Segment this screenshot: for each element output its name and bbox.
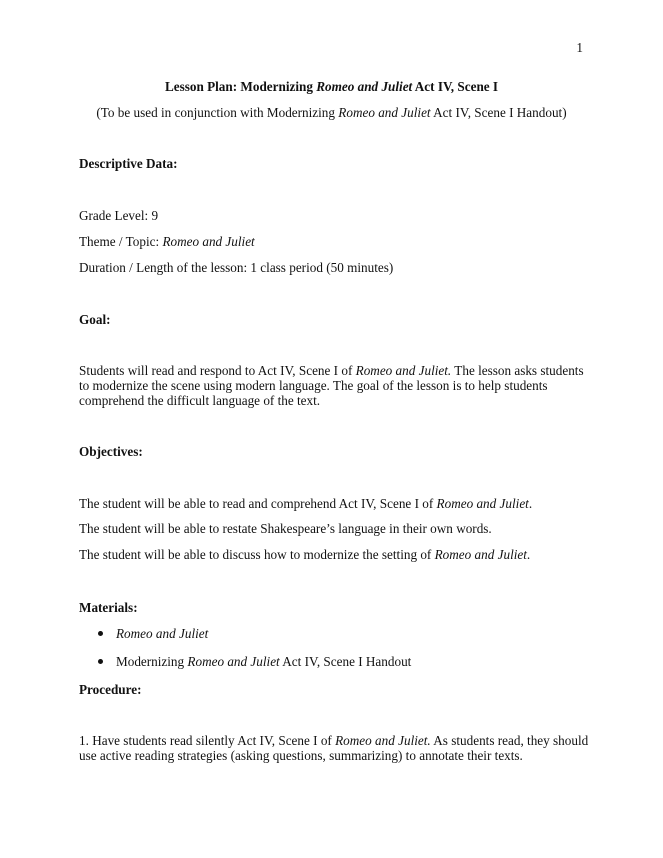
objective-3 [79, 547, 530, 562]
procedure-step-1 [79, 733, 589, 763]
procedure-heading: Procedure: [79, 682, 142, 697]
objective-3-prefix: The student will be able to discuss how to modernize the setting of [79, 547, 435, 562]
document-subtitle [0, 105, 663, 120]
theme-label: Theme / Topic: [79, 234, 163, 249]
document-title [0, 79, 663, 94]
procedure-step-1-prefix: 1. Have students read silently Act IV, Scene I of [79, 733, 336, 748]
procedure-step-1-italic: Romeo and Juliet. [335, 733, 431, 748]
materials-item-2-suffix: Act IV, Scene I Handout [279, 654, 412, 669]
goal-text [79, 363, 589, 408]
objective-2: The student will be able to restate Shakespeare’s language in their own words. [79, 521, 492, 536]
goal-text-prefix: Students will read and respond to Act IV, Scene I of [79, 363, 356, 378]
objectives-heading: Objectives: [79, 444, 143, 459]
bullet-icon [98, 631, 103, 636]
materials-item-2-prefix: Modernizing [116, 654, 188, 669]
materials-item-2-italic: Romeo and Juliet [187, 654, 280, 669]
objective-3-suffix: . [526, 547, 531, 562]
goal-text-italic: Romeo and Juliet. [355, 363, 452, 378]
materials-item-2 [98, 654, 411, 669]
theme-value: Romeo and Juliet [162, 234, 255, 249]
subtitle-prefix: (To be used in conjunction with Modernizing [96, 105, 339, 120]
title-suffix: Act IV, Scene I [412, 79, 499, 94]
materials-item-1-italic: Romeo and Juliet [116, 626, 209, 641]
materials-heading: Materials: [79, 600, 138, 615]
objective-1-prefix: The student will be able to read and comprehend Act IV, Scene I of [79, 496, 437, 511]
objective-1-italic: Romeo and Juliet [436, 496, 529, 511]
goal-text-suffix: The lesson asks students to modernize the scene using modern language. The goal of the lesson is to help students comprehend the difficult language of the text. [79, 363, 584, 408]
materials-item-1 [98, 626, 208, 641]
objective-1-suffix: . [528, 496, 533, 511]
page-number: 1 [576, 40, 583, 55]
procedure-step-1-suffix: As students read, they should use active reading strategies (asking questions, summarizing) to annotate their texts. [79, 733, 589, 763]
title-prefix: Lesson Plan: Modernizing [164, 79, 317, 94]
duration: Duration / Length of the lesson: 1 class period (50 minutes) [79, 260, 394, 275]
subtitle-italic: Romeo and Juliet [338, 105, 431, 120]
objective-3-italic: Romeo and Juliet [434, 547, 527, 562]
subtitle-suffix: Act IV, Scene I Handout) [430, 105, 567, 120]
descriptive-data-heading: Descriptive Data: [79, 156, 178, 171]
bullet-icon [98, 659, 103, 664]
goal-heading: Goal: [79, 312, 111, 327]
theme-topic [79, 234, 255, 249]
title-italic: Romeo and Juliet [316, 79, 413, 94]
objective-1 [79, 496, 532, 511]
grade-level: Grade Level: 9 [79, 208, 159, 223]
